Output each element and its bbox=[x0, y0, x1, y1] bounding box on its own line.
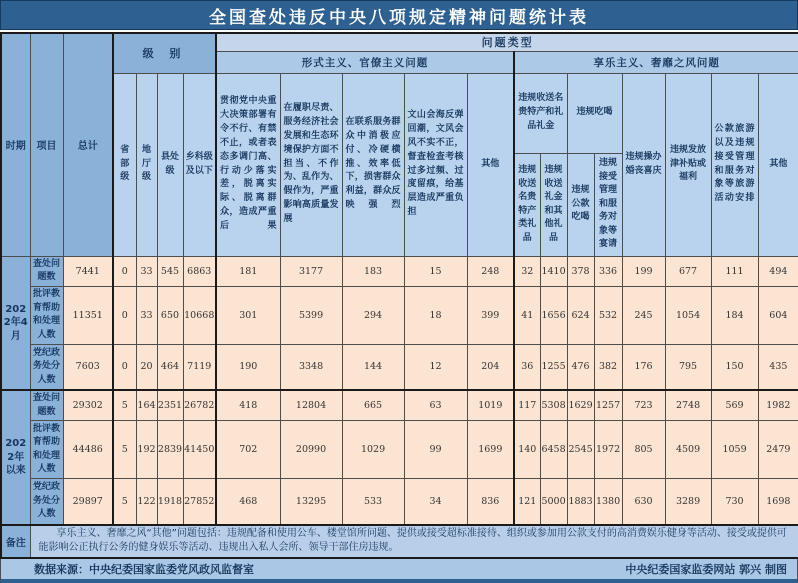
col-header-dining-public-funds: 违规公款吃喝 bbox=[567, 153, 594, 256]
value-cell: 468 bbox=[216, 479, 280, 525]
value-cell: 5308 bbox=[540, 390, 567, 421]
value-cell: 1629 bbox=[567, 390, 594, 421]
value-cell: 336 bbox=[594, 256, 622, 286]
value-cell: 1698 bbox=[758, 479, 798, 525]
item-label: 查处问题数 bbox=[30, 256, 63, 286]
value-cell: 204 bbox=[467, 344, 514, 390]
item-label: 党纪政务处分人数 bbox=[30, 479, 63, 525]
value-cell: 117 bbox=[514, 390, 540, 421]
table-header bbox=[1, 33, 798, 256]
value-cell: 795 bbox=[665, 344, 711, 390]
value-cell: 20990 bbox=[280, 421, 342, 479]
col-header-formalism-other: 其他 bbox=[467, 73, 514, 256]
value-cell: 181 bbox=[216, 256, 280, 286]
value-cell: 836 bbox=[467, 479, 514, 525]
col-group-dining: 违规吃喝 bbox=[567, 73, 622, 153]
col-header-level-prefecture: 地厅级 bbox=[136, 73, 157, 256]
col-header-level-county: 县处级 bbox=[157, 73, 183, 256]
table-row bbox=[1, 286, 798, 344]
value-cell: 5 bbox=[113, 390, 136, 421]
value-cell: 164 bbox=[136, 390, 157, 421]
value-cell: 494 bbox=[758, 256, 798, 286]
value-cell: 569 bbox=[711, 390, 758, 421]
value-cell: 20 bbox=[136, 344, 157, 390]
value-cell: 34 bbox=[404, 479, 467, 525]
item-label: 党纪政务处分人数 bbox=[30, 344, 63, 390]
value-cell: 122 bbox=[136, 479, 157, 525]
value-cell: 6863 bbox=[183, 256, 216, 286]
value-cell: 1918 bbox=[157, 479, 183, 525]
footer-bar bbox=[0, 559, 798, 583]
page-title: 全国查处违反中央八项规定精神问题统计表 bbox=[0, 0, 798, 30]
table-row bbox=[1, 344, 798, 390]
value-cell: 1883 bbox=[567, 479, 594, 525]
col-header-total: 总计 bbox=[63, 33, 113, 256]
col-group-problem-type: 问题类型 bbox=[216, 33, 798, 51]
value-cell: 294 bbox=[342, 286, 404, 344]
table-row bbox=[1, 421, 798, 479]
value-cell: 1054 bbox=[665, 286, 711, 344]
col-group-formalism: 形式主义、官僚主义问题 bbox=[216, 51, 514, 73]
value-cell: 111 bbox=[711, 256, 758, 286]
value-cell: 435 bbox=[758, 344, 798, 390]
value-cell: 1019 bbox=[467, 390, 514, 421]
value-cell: 12 bbox=[404, 344, 467, 390]
value-cell: 3177 bbox=[280, 256, 342, 286]
period-label: 2022年4月 bbox=[1, 256, 30, 390]
remark-row bbox=[1, 525, 798, 558]
value-cell: 18 bbox=[404, 286, 467, 344]
value-cell: 301 bbox=[216, 286, 280, 344]
col-header-gift-specialty: 违规收送名贵特产类礼品 bbox=[514, 153, 540, 256]
value-cell: 378 bbox=[567, 256, 594, 286]
col-group-level: 级 别 bbox=[113, 33, 216, 73]
value-cell: 1257 bbox=[594, 390, 622, 421]
value-cell: 183 bbox=[342, 256, 404, 286]
value-cell: 7119 bbox=[183, 344, 216, 390]
value-cell: 33 bbox=[136, 286, 157, 344]
value-cell: 3289 bbox=[665, 479, 711, 525]
value-cell: 192 bbox=[136, 421, 157, 479]
item-label: 查处问题数 bbox=[30, 390, 63, 421]
value-cell: 2351 bbox=[157, 390, 183, 421]
value-cell: 624 bbox=[567, 286, 594, 344]
value-cell: 140 bbox=[514, 421, 540, 479]
col-header-formalism-2: 在履职尽责、服务经济社会发展和生态环境保护方面不担当、不作为、乱作为、假作为，严重影响高质量发展 bbox=[280, 73, 342, 256]
value-cell: 4509 bbox=[665, 421, 711, 479]
item-label: 批评教育帮助和处理人数 bbox=[30, 286, 63, 344]
value-cell: 464 bbox=[157, 344, 183, 390]
col-header-public-funded-travel: 公款旅游以及违规接受管理和服务对象等旅游活动安排 bbox=[711, 73, 758, 256]
item-label: 批评教育帮助和处理人数 bbox=[30, 421, 63, 479]
value-cell: 1972 bbox=[594, 421, 622, 479]
value-cell: 144 bbox=[342, 344, 404, 390]
value-cell: 7441 bbox=[63, 256, 113, 286]
col-header-formalism-4: 文山会海反弹回潮，文风会风不实不正，督查检查考核过多过频、过度留痕，给基层造成严重负担 bbox=[404, 73, 467, 256]
value-cell: 15 bbox=[404, 256, 467, 286]
value-cell: 677 bbox=[665, 256, 711, 286]
value-cell: 190 bbox=[216, 344, 280, 390]
col-header-level-township: 乡科级及以下 bbox=[183, 73, 216, 256]
value-cell: 27852 bbox=[183, 479, 216, 525]
value-cell: 99 bbox=[404, 421, 467, 479]
value-cell: 33 bbox=[136, 256, 157, 286]
value-cell: 121 bbox=[514, 479, 540, 525]
col-group-hedonism: 享乐主义、奢靡之风问题 bbox=[514, 51, 798, 73]
col-header-dining-banquets: 违规接受管理和服务对象等宴请 bbox=[594, 153, 622, 256]
value-cell: 1029 bbox=[342, 421, 404, 479]
value-cell: 5000 bbox=[540, 479, 567, 525]
value-cell: 2545 bbox=[567, 421, 594, 479]
table-row bbox=[1, 256, 798, 286]
value-cell: 1699 bbox=[467, 421, 514, 479]
value-cell: 805 bbox=[622, 421, 665, 479]
value-cell: 150 bbox=[711, 344, 758, 390]
value-cell: 26782 bbox=[183, 390, 216, 421]
value-cell: 418 bbox=[216, 390, 280, 421]
remark-section bbox=[1, 525, 798, 558]
value-cell: 2748 bbox=[665, 390, 711, 421]
value-cell: 41 bbox=[514, 286, 540, 344]
remark-label: 备注 bbox=[1, 525, 30, 558]
value-cell: 5399 bbox=[280, 286, 342, 344]
value-cell: 533 bbox=[342, 479, 404, 525]
value-cell: 0 bbox=[113, 286, 136, 344]
value-cell: 1410 bbox=[540, 256, 567, 286]
data-source-text: 数据来源：中央纪委国家监委党风政风监督室 bbox=[34, 562, 254, 576]
value-cell: 29897 bbox=[63, 479, 113, 525]
col-header-period: 时期 bbox=[1, 33, 30, 256]
table-row bbox=[1, 390, 798, 421]
value-cell: 1656 bbox=[540, 286, 567, 344]
value-cell: 176 bbox=[622, 344, 665, 390]
value-cell: 1982 bbox=[758, 390, 798, 421]
value-cell: 545 bbox=[157, 256, 183, 286]
value-cell: 36 bbox=[514, 344, 540, 390]
value-cell: 7603 bbox=[63, 344, 113, 390]
col-header-formalism-3: 在联系服务群众中消极应付、冷硬横推、效率低下，损害群众利益，群众反映强烈 bbox=[342, 73, 404, 256]
col-header-level-province: 省部级 bbox=[113, 73, 136, 256]
value-cell: 32 bbox=[514, 256, 540, 286]
value-cell: 0 bbox=[113, 256, 136, 286]
value-cell: 184 bbox=[711, 286, 758, 344]
value-cell: 5 bbox=[113, 421, 136, 479]
value-cell: 382 bbox=[594, 344, 622, 390]
statistics-table bbox=[0, 32, 798, 559]
period-label: 2022年以来 bbox=[1, 390, 30, 525]
value-cell: 44486 bbox=[63, 421, 113, 479]
table-row bbox=[1, 479, 798, 525]
credit-text: 中央纪委国家监委网站 郭兴 制图 bbox=[625, 562, 787, 576]
value-cell: 665 bbox=[342, 390, 404, 421]
value-cell: 604 bbox=[758, 286, 798, 344]
col-header-formalism-1: 贯彻党中央重大决策部署有令不行、有禁不止，或者表态多调门高、行动少落实差，脱离实际、脱离群众，造成严重后果 bbox=[216, 73, 280, 256]
value-cell: 11351 bbox=[63, 286, 113, 344]
value-cell: 2479 bbox=[758, 421, 798, 479]
col-header-hedonism-other: 其他 bbox=[758, 73, 798, 256]
value-cell: 1380 bbox=[594, 479, 622, 525]
table-body bbox=[1, 256, 798, 525]
value-cell: 2839 bbox=[157, 421, 183, 479]
value-cell: 650 bbox=[157, 286, 183, 344]
value-cell: 41450 bbox=[183, 421, 216, 479]
value-cell: 29302 bbox=[63, 390, 113, 421]
value-cell: 630 bbox=[622, 479, 665, 525]
col-header-gift-cash: 违规收送礼金和其他礼品 bbox=[540, 153, 567, 256]
value-cell: 723 bbox=[622, 390, 665, 421]
col-header-item: 项目 bbox=[30, 33, 63, 256]
value-cell: 63 bbox=[404, 390, 467, 421]
value-cell: 476 bbox=[567, 344, 594, 390]
value-cell: 199 bbox=[622, 256, 665, 286]
col-header-weddings-funerals: 违规操办婚丧喜庆 bbox=[622, 73, 665, 256]
col-header-allowances: 违规发放津补贴或福利 bbox=[665, 73, 711, 256]
value-cell: 248 bbox=[467, 256, 514, 286]
col-group-gifts: 违规收送名贵特产和礼品礼金 bbox=[514, 73, 567, 153]
value-cell: 5 bbox=[113, 479, 136, 525]
value-cell: 1255 bbox=[540, 344, 567, 390]
value-cell: 532 bbox=[594, 286, 622, 344]
value-cell: 399 bbox=[467, 286, 514, 344]
value-cell: 3348 bbox=[280, 344, 342, 390]
value-cell: 245 bbox=[622, 286, 665, 344]
value-cell: 0 bbox=[113, 344, 136, 390]
value-cell: 6458 bbox=[540, 421, 567, 479]
value-cell: 730 bbox=[711, 479, 758, 525]
value-cell: 1059 bbox=[711, 421, 758, 479]
value-cell: 702 bbox=[216, 421, 280, 479]
value-cell: 10668 bbox=[183, 286, 216, 344]
remark-text: 享乐主义、奢靡之风“其他”问题包括：违规配备和使用公车、楼堂馆所问题、提供或接受超标准接待、组织或参加用公款支付的高消费娱乐健身等活动、接受或提供可能影响公正执行公务的健身娱乐等活动、违规出入私人会所、领导干部住房违规。 bbox=[30, 525, 798, 558]
value-cell: 13295 bbox=[280, 479, 342, 525]
value-cell: 12804 bbox=[280, 390, 342, 421]
